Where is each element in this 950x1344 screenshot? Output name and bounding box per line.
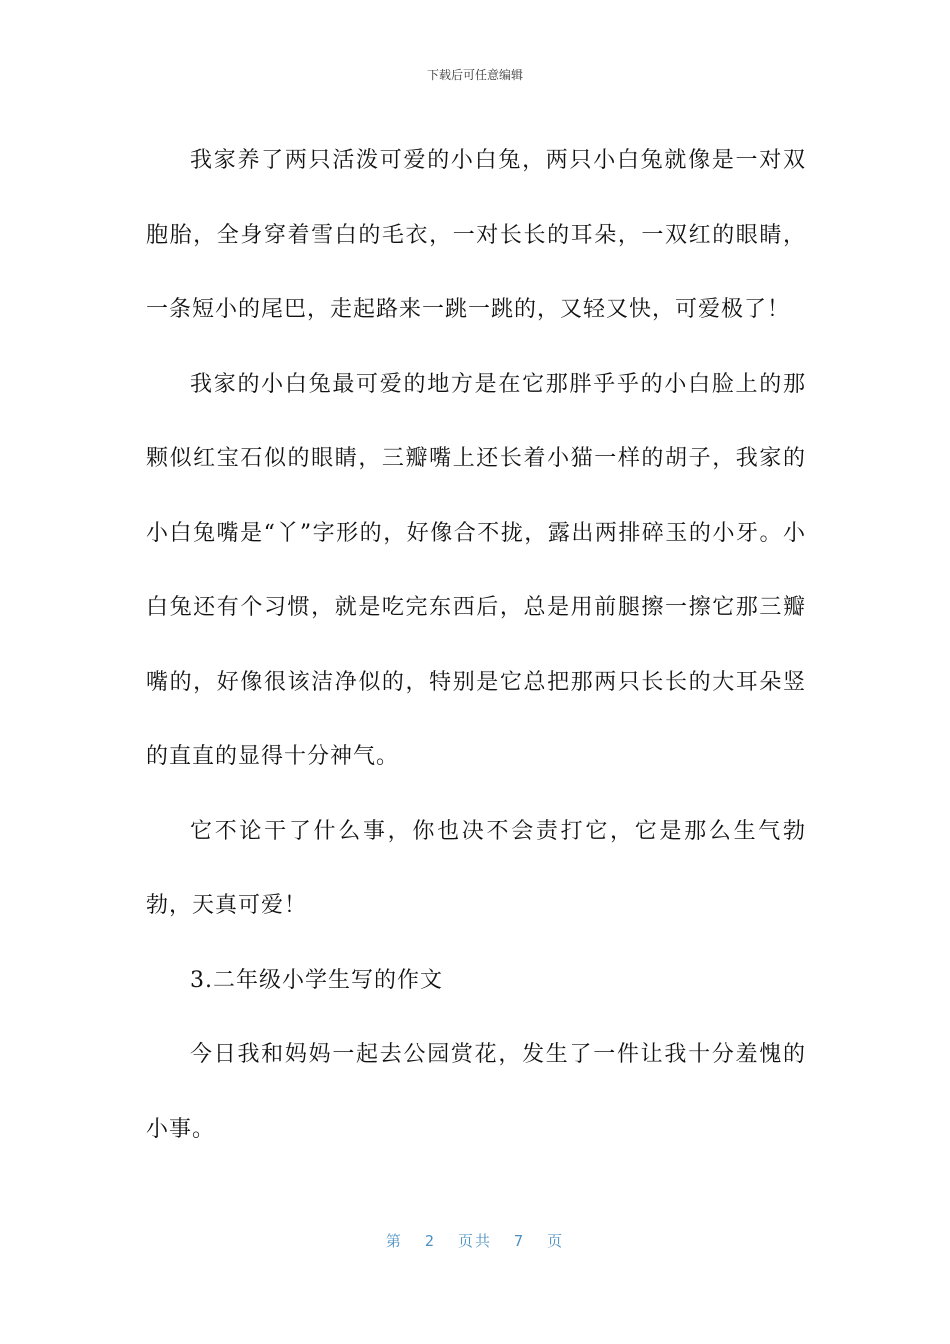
essay-body — [146, 124, 806, 1167]
paragraph-2: 我家的小白兔最可爱的地方是在它那胖乎乎的小白脸上的那颗似红宝石似的眼睛，三瓣嘴上还长着小猫一样的胡子，我家的小白兔嘴是“丫”字形的，好像合不拢，露出两排碎玉的小牙。小白兔还有个习惯，就是吃完东西后，总是用前腿擦一擦它那三瓣嘴的，好像很该洁净似的，特别是它总把那两只长长的大耳朵竖的直直的显得十分神气。 — [146, 371, 806, 769]
paragraph-4: 今日我和妈妈一起去公园赏花，发生了一件让我十分羞愧的小事。 — [146, 1042, 806, 1142]
section-heading: 3.二年级小学生写的作文 — [190, 967, 443, 993]
paragraph-3: 它不论干了什么事，你也决不会责打它，它是那么生气勃勃，天真可爱！ — [146, 818, 806, 918]
page-number-footer: 第 2 页共 7 页 — [385, 1232, 565, 1250]
page-header-note: 下载后可任意编辑 — [426, 68, 523, 82]
paragraph-1: 我家养了两只活泼可爱的小白兔，两只小白兔就像是一对双胞胎，全身穿着雪白的毛衣，一对长长的耳朵，一双红的眼睛，一条短小的尾巴，走起路来一跳一跳的，又轻又快，可爱极了！ — [146, 148, 806, 322]
